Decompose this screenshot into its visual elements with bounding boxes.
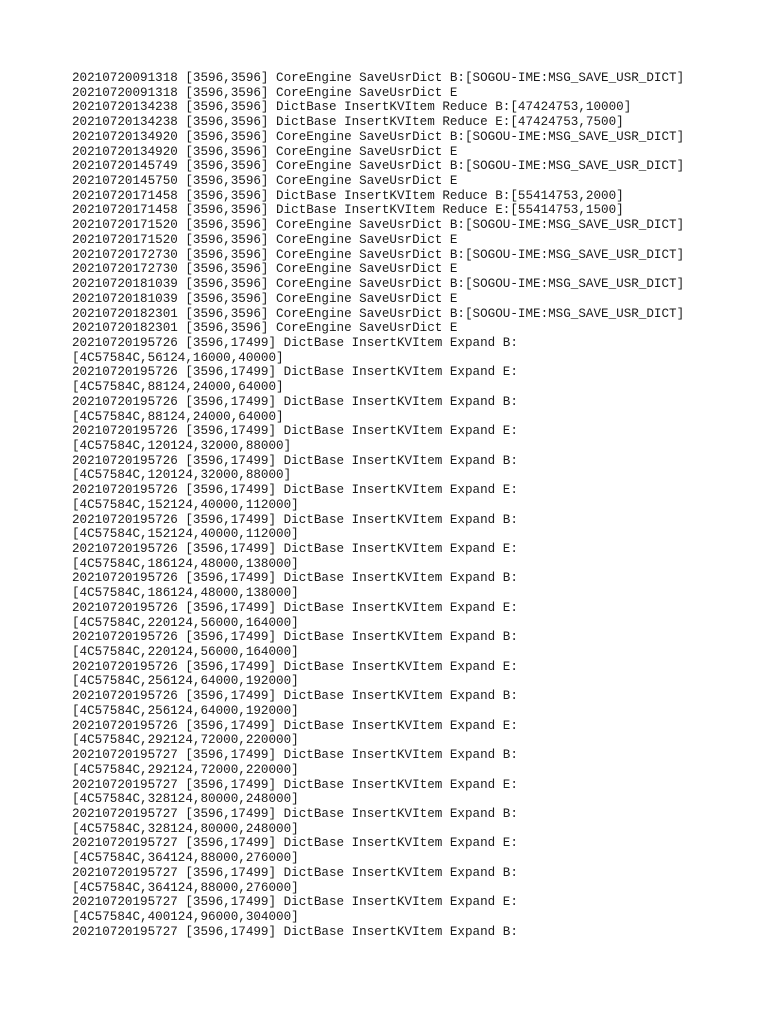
log-line: 20210720195726 [3596,17499] DictBase InsertKVItem Expand E:: [72, 365, 518, 380]
log-line: 20210720195727 [3596,17499] DictBase InsertKVItem Expand E:: [72, 777, 518, 792]
log-line: 20210720134238 [3596,3596] DictBase InsertKVItem Reduce B:[47424753,10000]: [72, 100, 632, 115]
log-line: [4C57584C,220124,56000,164000]: [72, 645, 299, 660]
log-line: 20210720195726 [3596,17499] DictBase InsertKVItem Expand E:: [72, 659, 518, 674]
log-line: [4C57584C,186124,48000,138000]: [72, 556, 299, 571]
log-line: 20210720172730 [3596,3596] CoreEngine SaveUsrDict E: [72, 262, 458, 277]
log-line: 20210720145749 [3596,3596] CoreEngine SaveUsrDict B:[SOGOU-IME:MSG_SAVE_USR_DICT]: [72, 159, 685, 174]
log-line: 20210720195726 [3596,17499] DictBase InsertKVItem Expand B:: [72, 453, 518, 468]
log-line: 20210720195727 [3596,17499] DictBase InsertKVItem Expand B:: [72, 924, 518, 939]
log-line: 20210720134920 [3596,3596] CoreEngine SaveUsrDict E: [72, 144, 458, 159]
log-line: 20210720171520 [3596,3596] CoreEngine SaveUsrDict E: [72, 232, 458, 247]
log-line: 20210720195726 [3596,17499] DictBase InsertKVItem Expand B:: [72, 630, 518, 645]
log-line: [4C57584C,256124,64000,192000]: [72, 674, 299, 689]
log-line: 20210720171458 [3596,3596] DictBase InsertKVItem Reduce B:[55414753,2000]: [72, 188, 624, 203]
log-line: 20210720195726 [3596,17499] DictBase InsertKVItem Expand E:: [72, 718, 518, 733]
log-line: 20210720195727 [3596,17499] DictBase InsertKVItem Expand E:: [72, 895, 518, 910]
log-line: [4C57584C,120124,32000,88000]: [72, 438, 292, 453]
log-line: 20210720171520 [3596,3596] CoreEngine SaveUsrDict B:[SOGOU-IME:MSG_SAVE_USR_DICT]: [72, 218, 685, 233]
log-line: [4C57584C,256124,64000,192000]: [72, 703, 299, 718]
log-line: 20210720134920 [3596,3596] CoreEngine SaveUsrDict B:[SOGOU-IME:MSG_SAVE_USR_DICT]: [72, 129, 685, 144]
log-line: 20210720195727 [3596,17499] DictBase InsertKVItem Expand B:: [72, 806, 518, 821]
log-line: 20210720195726 [3596,17499] DictBase InsertKVItem Expand E:: [72, 600, 518, 615]
log-line: [4C57584C,120124,32000,88000]: [72, 468, 292, 483]
log-line: [4C57584C,292124,72000,220000]: [72, 762, 299, 777]
log-line: 20210720195726 [3596,17499] DictBase InsertKVItem Expand E:: [72, 483, 518, 498]
log-line: 20210720195726 [3596,17499] DictBase InsertKVItem Expand B:: [72, 689, 518, 704]
log-line: 20210720195726 [3596,17499] DictBase InsertKVItem Expand E:: [72, 542, 518, 556]
log-line: [4C57584C,152124,40000,112000]: [72, 497, 299, 512]
log-line: 20210720171458 [3596,3596] DictBase InsertKVItem Reduce E:[55414753,1500]: [72, 203, 624, 218]
log-line: 20210720195726 [3596,17499] DictBase InsertKVItem Expand B:: [72, 394, 518, 409]
log-line: [4C57584C,364124,88000,276000]: [72, 880, 299, 895]
log-line: 20210720091318 [3596,3596] CoreEngine SaveUsrDict B:[SOGOU-IME:MSG_SAVE_USR_DICT]: [72, 71, 685, 85]
log-line: 20210720181039 [3596,3596] CoreEngine SaveUsrDict B:[SOGOU-IME:MSG_SAVE_USR_DICT]: [72, 277, 685, 292]
log-line: [4C57584C,56124,16000,40000]: [72, 350, 284, 365]
log-line: 20210720195726 [3596,17499] DictBase InsertKVItem Expand B:: [72, 512, 518, 527]
log-line: [4C57584C,328124,80000,248000]: [72, 792, 299, 807]
log-line: [4C57584C,220124,56000,164000]: [72, 615, 299, 630]
log-line: 20210720182301 [3596,3596] CoreEngine SaveUsrDict B:[SOGOU-IME:MSG_SAVE_USR_DICT]: [72, 306, 685, 321]
log-line: 20210720091318 [3596,3596] CoreEngine SaveUsrDict E: [72, 85, 458, 100]
log-line: [4C57584C,328124,80000,248000]: [72, 821, 299, 836]
log-line: 20210720145750 [3596,3596] CoreEngine SaveUsrDict E: [72, 174, 458, 189]
log-line: [4C57584C,292124,72000,220000]: [72, 733, 299, 748]
log-line: 20210720195727 [3596,17499] DictBase InsertKVItem Expand B:: [72, 748, 518, 763]
log-line: 20210720195726 [3596,17499] DictBase InsertKVItem Expand E:: [72, 424, 518, 439]
log-line: [4C57584C,400124,96000,304000]: [72, 909, 299, 924]
log-line: [4C57584C,364124,88000,276000]: [72, 851, 299, 866]
log-line: [4C57584C,152124,40000,112000]: [72, 527, 299, 542]
log-line: 20210720195726 [3596,17499] DictBase InsertKVItem Expand B:: [72, 335, 518, 350]
log-text-body: [72, 71, 752, 939]
log-line: 20210720195727 [3596,17499] DictBase InsertKVItem Expand E:: [72, 836, 518, 851]
log-line: 20210720134238 [3596,3596] DictBase InsertKVItem Reduce E:[47424753,7500]: [72, 115, 624, 130]
log-line: 20210720182301 [3596,3596] CoreEngine SaveUsrDict E: [72, 321, 458, 336]
log-line: 20210720195726 [3596,17499] DictBase InsertKVItem Expand B:: [72, 571, 518, 586]
log-line: 20210720195727 [3596,17499] DictBase InsertKVItem Expand B:: [72, 865, 518, 880]
log-line: 20210720172730 [3596,3596] CoreEngine SaveUsrDict B:[SOGOU-IME:MSG_SAVE_USR_DICT]: [72, 247, 685, 262]
log-line: [4C57584C,186124,48000,138000]: [72, 586, 299, 601]
log-line: [4C57584C,88124,24000,64000]: [72, 409, 284, 424]
log-line: [4C57584C,88124,24000,64000]: [72, 380, 284, 395]
log-line: 20210720181039 [3596,3596] CoreEngine SaveUsrDict E: [72, 291, 458, 306]
